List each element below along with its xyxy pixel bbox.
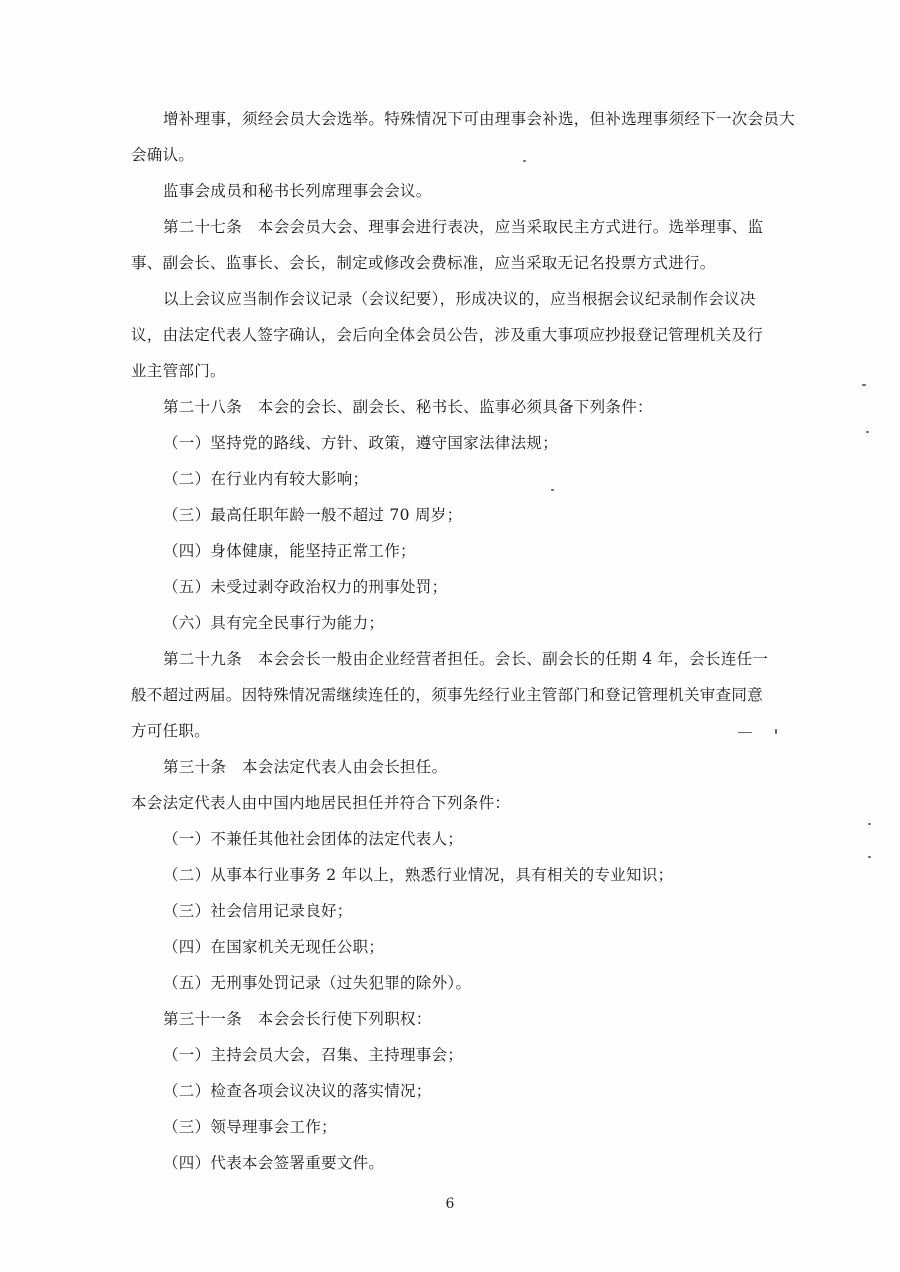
scan-speck	[868, 823, 871, 825]
scan-speck	[775, 729, 777, 734]
list-item: （三）领导理事会工作；	[163, 1118, 337, 1136]
scan-speck	[523, 160, 526, 162]
article-28-line: 第二十八条 本会的会长、副会长、秘书长、监事必须具备下列条件：	[163, 398, 653, 416]
text-line: 般不超过两届。因特殊情况需继续连任的，须事先经行业主管部门和登记管理机关审查同意	[131, 686, 764, 704]
list-item: （五）未受过剥夺政治权力的刑事处罚；	[163, 578, 448, 596]
list-item: （四）身体健康，能坚持正常工作；	[163, 542, 416, 560]
article-30-line: 第三十条 本会法定代表人由会长担任。	[163, 758, 448, 776]
text-line: 本会法定代表人由中国内地居民担任并符合下列条件：	[131, 794, 511, 812]
list-item: （二）从事本行业事务 2 年以上，熟悉行业情况，具有相关的专业知识；	[163, 866, 674, 884]
list-item: （四）在国家机关无现任公职；	[163, 938, 385, 956]
document-body	[131, 101, 796, 1181]
scan-speck	[738, 732, 752, 733]
article-31-line: 第三十一条 本会会长行使下列职权：	[163, 1010, 432, 1028]
text-line: 事、副会长、监事长、会长，制定或修改会费标准，应当采取无记名投票方式进行。	[131, 254, 716, 272]
text-line: 会确认。	[131, 146, 195, 164]
text-line: 增补理事，须经会员大会选举。特殊情况下可由理事会补选，但补选理事须经下一次会员大	[163, 110, 796, 128]
text-line: 以上会议应当制作会议记录（会议纪要），形成决议的，应当根据会议纪录制作会议决	[163, 290, 756, 308]
list-item: （一）坚持党的路线、方针、政策，遵守国家法律法规；	[163, 434, 559, 452]
list-item: （三）社会信用记录良好；	[163, 902, 353, 920]
text-line: 议，由法定代表人签字确认，会后向全体会员公告，涉及重大事项应抄报登记管理机关及行	[131, 326, 764, 344]
list-item: （四）代表本会签署重要文件。	[163, 1154, 385, 1172]
article-27-line: 第二十七条 本会会员大会、理事会进行表决，应当采取民主方式进行。选举理事、监	[163, 218, 764, 236]
list-item: （一）主持会员大会，召集、主持理事会；	[163, 1046, 464, 1064]
list-item: （一）不兼任其他社会团体的法定代表人；	[163, 830, 464, 848]
article-29-line: 第二十九条 本会会长一般由企业经营者担任。会长、副会长的任期 4 年，会长连任一	[163, 650, 769, 668]
scan-speck	[551, 489, 554, 491]
text-line: 监事会成员和秘书长列席理事会会议。	[163, 182, 432, 200]
scan-speck	[866, 431, 869, 433]
text-line: 方可任职。	[131, 722, 211, 740]
text-line: 业主管部门。	[131, 362, 226, 380]
page-number: 6	[445, 1196, 455, 1212]
list-item: （三）最高任职年龄一般不超过 70 周岁；	[163, 506, 463, 524]
list-item: （五）无刑事处罚记录（过失犯罪的除外）。	[163, 974, 472, 992]
list-item: （二）检查各项会议决议的落实情况；	[163, 1082, 432, 1100]
list-item: （二）在行业内有较大影响；	[163, 470, 369, 488]
list-item: （六）具有完全民事行为能力；	[163, 614, 385, 632]
scan-speck	[868, 856, 871, 858]
scan-speck	[862, 384, 866, 386]
